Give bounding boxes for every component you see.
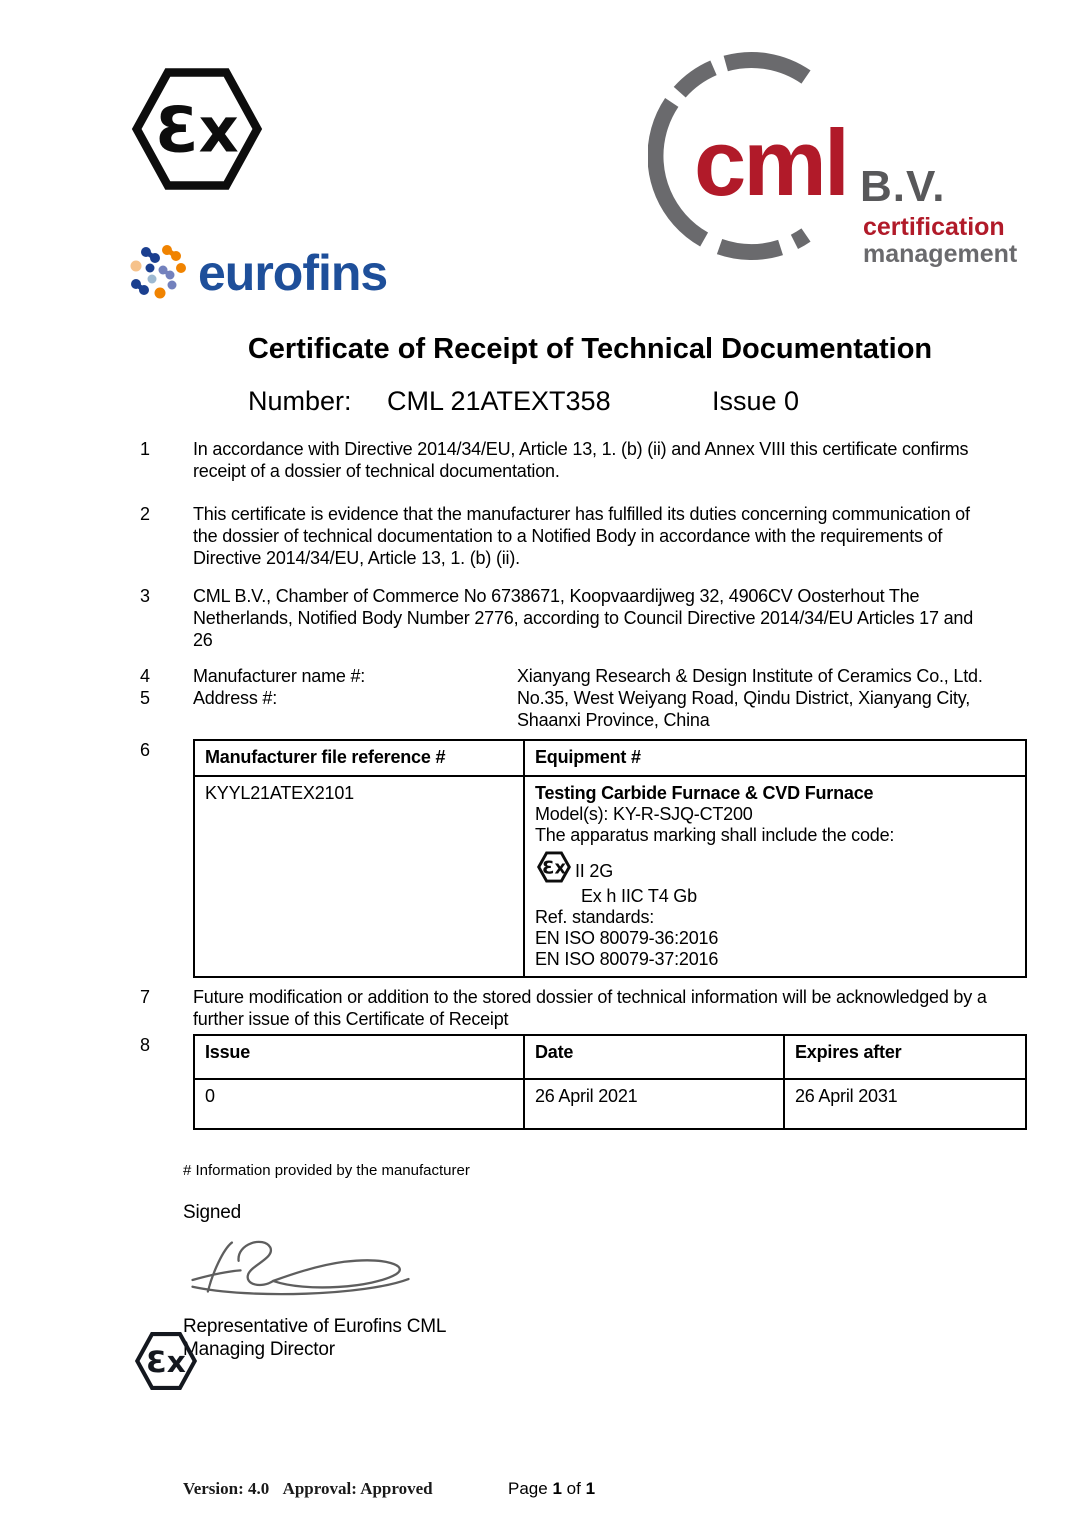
equipment-cell [524, 776, 1026, 977]
signed-label: Signed [183, 1202, 241, 1223]
of-word: of [566, 1479, 581, 1498]
equipment-marking-line [535, 848, 1015, 884]
standard-1: EN ISO 80079-36:2016 [535, 928, 719, 948]
page-total: 1 [585, 1479, 596, 1498]
issue-number: Issue 0 [712, 386, 800, 416]
manufacturer-address-label: Address #: [193, 688, 278, 708]
atex-ex-small-icon [535, 850, 573, 884]
issue-table [193, 1034, 1027, 1130]
equipment-model: Model(s): KY-R-SJQ-CT200 [535, 804, 753, 824]
equipment-table-header-equipment: Equipment # [524, 740, 1026, 776]
manufacturer-name-row [0, 665, 1080, 687]
clause-3-number: 3 [140, 586, 150, 606]
issue-value-cell: 0 [194, 1079, 524, 1129]
version-text: Version: 4.0 [183, 1479, 270, 1498]
clause-2-number: 2 [140, 504, 150, 524]
cml-bv-text: B.V. [860, 162, 946, 211]
clause-2 [0, 503, 1080, 569]
issue-table-header-expires: Expires after [784, 1035, 1026, 1079]
clause-3 [0, 585, 1080, 651]
clause-7 [0, 986, 1080, 1030]
manufacturer-address-value: No.35, West Weiyang Road, Qindu District, Xianyang City, Shaanxi Province, China [517, 688, 971, 730]
footer-page-indicator [508, 1479, 595, 1499]
equipment-title: Testing Carbide Furnace & CVD Furnace [535, 783, 874, 803]
equipment-table [193, 739, 1027, 978]
footer-version [183, 1479, 433, 1499]
issue-table-header-date: Date [524, 1035, 784, 1079]
equipment-table-row [0, 739, 1080, 978]
standard-2: EN ISO 80079-37:2016 [535, 949, 719, 969]
issue-expires-cell: 26 April 2031 [784, 1079, 1026, 1129]
clause-3-text: CML B.V., Chamber of Commerce No 6738671, Koopvaardijweg 32, 4906CV Oosterhout The Netherlands, Notified Body Number 2776, according to Council Directive 2014/34/EU Articles 17 and 26 [193, 586, 974, 650]
issue-table-data-row [194, 1079, 1026, 1129]
atex-ex-hexagon-icon [131, 64, 263, 199]
eurofins-logo [128, 243, 387, 303]
equipment-marking-code: Ex h IIC T4 Gb [581, 886, 697, 906]
clause-4-number: 4 [140, 666, 150, 686]
atex-ex-text: Ɛx [155, 93, 239, 167]
signature-image [177, 1232, 1080, 1309]
atex-ex-hexagon-bottom-icon [131, 1330, 201, 1397]
atex-ex-small-text: Ɛx [542, 858, 566, 879]
cml-certification-text: certification [863, 213, 1005, 241]
clause-2-text: This certificate is evidence that the manufacturer has fulfilled its duties concerning communication of the dossier of technical documentation to a Notified Body in accordance with the requirements of Directive 2014/34/EU, Article 13, 1. (b) (ii). [193, 504, 970, 568]
ref-standards-label: Ref. standards: [535, 907, 655, 927]
role-line: Managing Director [183, 1339, 335, 1360]
clause-8-number: 8 [140, 1035, 150, 1055]
representative-line: Representative of Eurofins CML [183, 1316, 447, 1337]
approval-text: Approval: Approved [282, 1479, 433, 1498]
clause-1 [0, 438, 1080, 482]
equipment-marking-intro: The apparatus marking shall include the code: [535, 825, 895, 845]
clause-6-number: 6 [140, 740, 150, 760]
certificate-title: Certificate of Receipt of Technical Documentation [247, 333, 933, 365]
issue-table-header-issue: Issue [194, 1035, 524, 1079]
eurofins-logo-text: eurofins [198, 245, 388, 301]
manufacturer-address-row [0, 687, 1080, 731]
clause-1-text: In accordance with Directive 2014/34/EU, Article 13, 1. (b) (ii) and Annex VIII this certificate confirms receipt of a dossier of technical documentation. [193, 439, 969, 481]
page-word: Page [508, 1479, 548, 1498]
file-reference-cell: KYYL21ATEX2101 [194, 776, 524, 977]
number-label: Number: [248, 386, 352, 416]
page-number: 1 [552, 1479, 562, 1498]
clause-1-number: 1 [140, 439, 150, 459]
issue-table-row [0, 1034, 1080, 1130]
atex-ex-bottom-text: Ɛx [146, 1343, 186, 1379]
eurofins-logo-icon [128, 243, 188, 303]
certificate-number: CML 21ATEXT358 [387, 386, 611, 416]
equipment-marking-group: II 2G [575, 861, 614, 881]
clause-7-text: Future modification or addition to the stored dossier of technical information will be acknowledged by a further issue of this Certificate of Receipt [193, 987, 987, 1029]
cml-logo [648, 50, 1028, 270]
clause-7-number: 7 [140, 987, 150, 1007]
issue-date-cell: 26 April 2021 [524, 1079, 784, 1129]
manufacturer-info-note: # Information provided by the manufacturer [183, 1162, 470, 1179]
manufacturer-name-label: Manufacturer name #: [193, 666, 366, 686]
cml-logo-text: cml [694, 110, 847, 215]
equipment-table-header-file-reference: Manufacturer file reference # [194, 740, 524, 776]
cml-management-text: management [863, 240, 1018, 268]
clause-5-number: 5 [140, 688, 150, 708]
manufacturer-name-value: Xianyang Research & Design Institute of Ceramics Co., Ltd. [517, 666, 983, 686]
certificate-number-row [0, 386, 1080, 420]
